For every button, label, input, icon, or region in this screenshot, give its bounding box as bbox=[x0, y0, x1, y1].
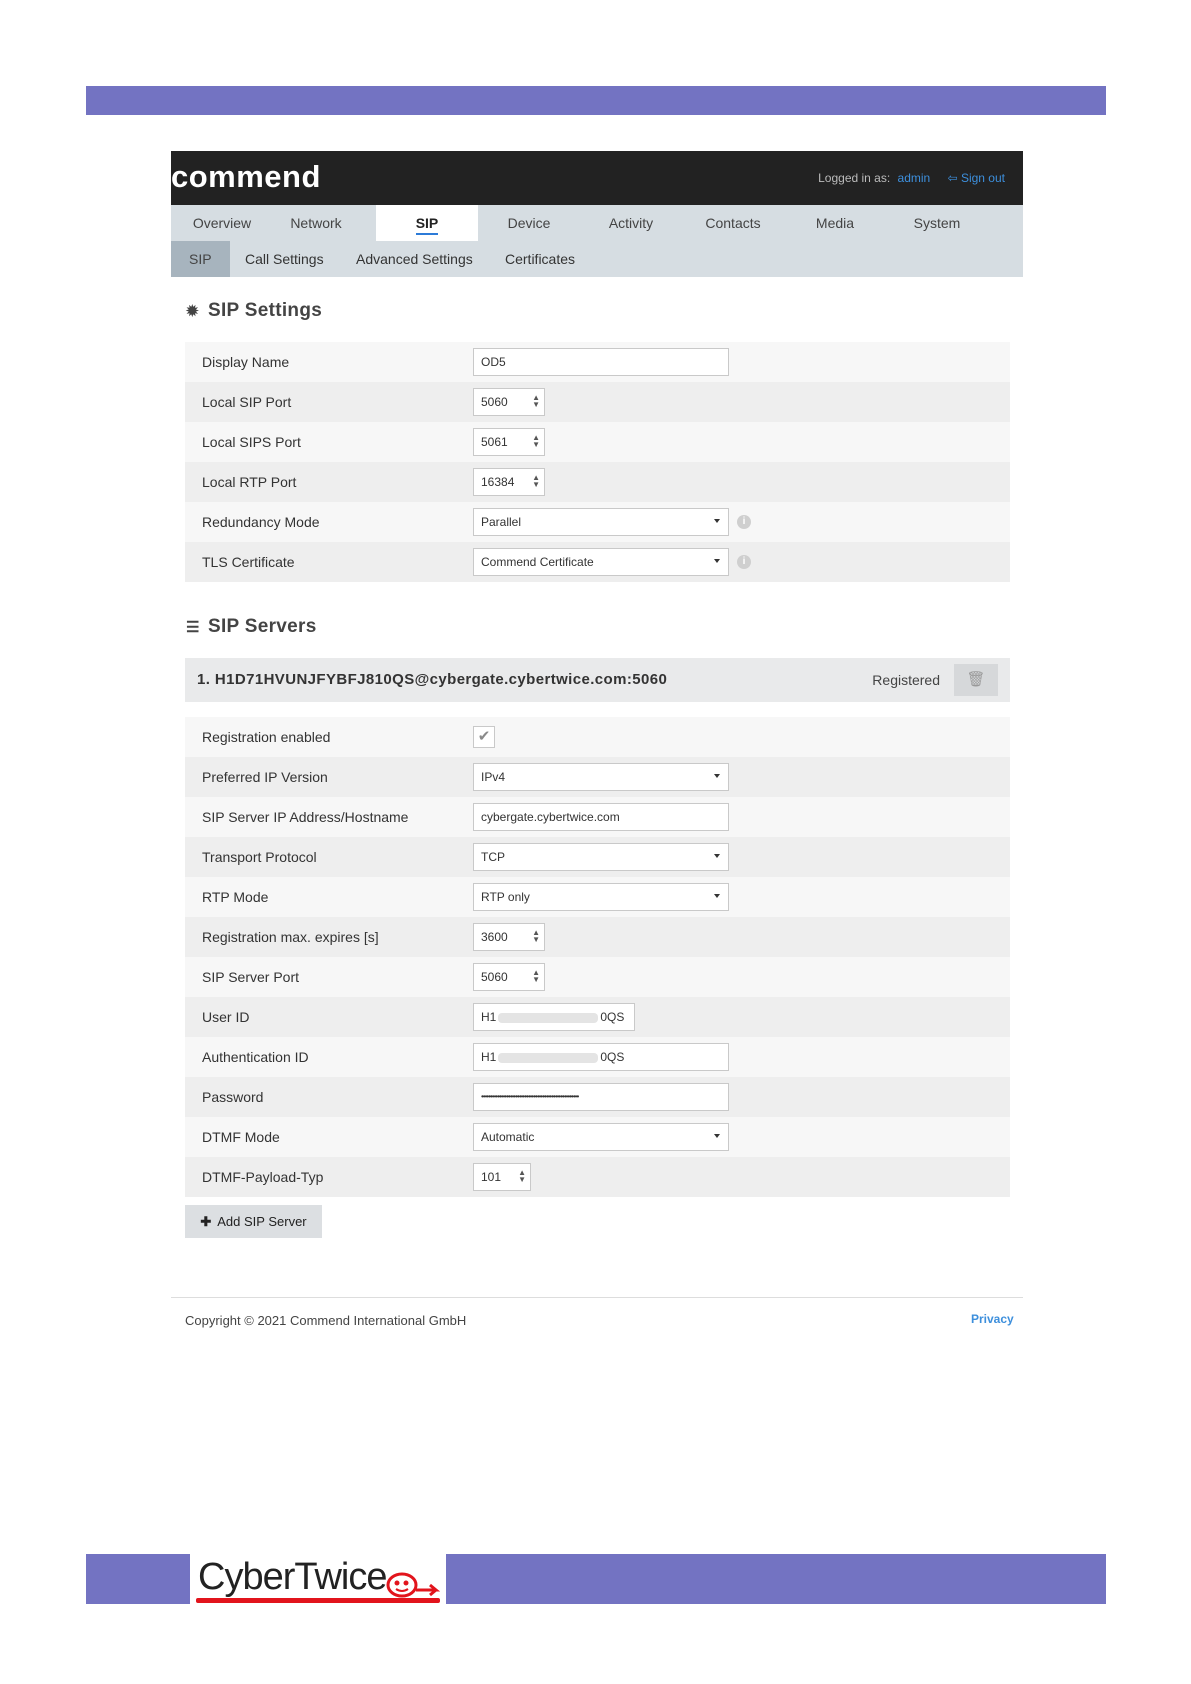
registration-max-expires-input[interactable] bbox=[473, 923, 545, 951]
sip-servers-title bbox=[186, 616, 317, 638]
password-label: Password bbox=[202, 1089, 264, 1105]
local-sip-port-row bbox=[185, 382, 1010, 422]
gear-icon: ✹ bbox=[186, 303, 199, 320]
copyright-text: Copyright © 2021 Commend International GmbH bbox=[185, 1313, 467, 1328]
sip-server-port-input[interactable] bbox=[473, 963, 545, 991]
sip-server-port-value: 5060 bbox=[481, 970, 508, 984]
cybertwice-logo-text: CyberTwice bbox=[198, 1556, 387, 1598]
info-icon[interactable]: i bbox=[737, 555, 751, 569]
tab-contacts[interactable]: Contacts bbox=[705, 215, 761, 231]
local-rtp-port-input[interactable] bbox=[473, 468, 545, 496]
spinner-icon[interactable]: ▲ ▼ bbox=[532, 928, 540, 944]
registration-enabled-row bbox=[185, 717, 1010, 757]
local-sips-port-row bbox=[185, 422, 1010, 462]
preferred-ip-version-label: Preferred IP Version bbox=[202, 769, 328, 785]
chevron-down-icon bbox=[714, 894, 720, 898]
sip-settings-title bbox=[186, 300, 322, 322]
server-host-label: SIP Server IP Address/Hostname bbox=[202, 809, 409, 825]
preferred-ip-version-value: IPv4 bbox=[481, 770, 506, 784]
spinner-icon[interactable]: ▲ ▼ bbox=[532, 968, 540, 984]
display-name-label: Display Name bbox=[202, 354, 290, 370]
server-host-input[interactable]: cybergate.cybertwice.com bbox=[473, 803, 729, 831]
transport-protocol-label: Transport Protocol bbox=[202, 849, 317, 865]
registration-max-expires-value: 3600 bbox=[481, 930, 508, 944]
authentication-id-row bbox=[185, 1037, 1010, 1077]
rtp-mode-value: RTP only bbox=[481, 890, 530, 904]
tab-media[interactable]: Media bbox=[815, 215, 855, 231]
tab-activity[interactable]: Activity bbox=[608, 215, 654, 231]
logged-in-label: Logged in as: bbox=[818, 171, 891, 185]
local-sips-port-label: Local SIPS Port bbox=[202, 434, 301, 450]
footer-divider bbox=[171, 1297, 1023, 1298]
transport-protocol-row bbox=[185, 837, 1010, 877]
dtmf-payload-type-label: DTMF-Payload-Typ bbox=[202, 1169, 324, 1185]
subtab-call-settings[interactable]: Call Settings bbox=[245, 251, 324, 267]
password-input[interactable]: •••••••••••••••••••••••••••••••••••••••••••••••••••••• bbox=[473, 1083, 729, 1111]
chevron-down-icon bbox=[714, 1134, 720, 1138]
spinner-icon[interactable]: ▲ ▼ bbox=[518, 1168, 526, 1184]
user-link[interactable]: admin bbox=[897, 171, 931, 185]
app-header bbox=[171, 151, 1023, 205]
dtmf-payload-type-row bbox=[185, 1157, 1010, 1197]
redundancy-mode-label: Redundancy Mode bbox=[202, 514, 320, 530]
sign-out-label: Sign out bbox=[960, 171, 1005, 185]
top-decorative-band bbox=[86, 86, 1106, 115]
local-sips-port-value: 5061 bbox=[481, 435, 508, 449]
main-navigation bbox=[171, 205, 1023, 277]
tls-certificate-row bbox=[185, 542, 1010, 582]
preferred-ip-version-select[interactable] bbox=[473, 763, 729, 791]
sip-servers-title-text: SIP Servers bbox=[208, 616, 317, 637]
sign-out-link[interactable] bbox=[948, 171, 1005, 185]
transport-protocol-value: TCP bbox=[481, 850, 505, 864]
display-name-input[interactable]: OD5 bbox=[473, 348, 729, 376]
tab-system[interactable]: System bbox=[913, 215, 961, 231]
password-row bbox=[185, 1077, 1010, 1117]
chevron-down-icon bbox=[714, 774, 720, 778]
plus-icon: ✚ bbox=[200, 1214, 212, 1229]
add-sip-server-label: Add SIP Server bbox=[217, 1214, 307, 1229]
redundancy-mode-select[interactable] bbox=[473, 508, 729, 536]
dtmf-mode-row bbox=[185, 1117, 1010, 1157]
redacted-text bbox=[498, 1013, 598, 1023]
info-icon[interactable]: i bbox=[737, 515, 751, 529]
tab-sip[interactable]: SIP bbox=[376, 205, 478, 241]
local-sip-port-value: 5060 bbox=[481, 395, 508, 409]
display-name-row bbox=[185, 342, 1010, 382]
dtmf-mode-label: DTMF Mode bbox=[202, 1129, 280, 1145]
user-id-row bbox=[185, 997, 1010, 1037]
delete-server-button[interactable] bbox=[954, 664, 998, 696]
preferred-ip-version-row bbox=[185, 757, 1010, 797]
local-rtp-port-label: Local RTP Port bbox=[202, 474, 297, 490]
dtmf-mode-select[interactable] bbox=[473, 1123, 729, 1151]
tab-network[interactable]: Network bbox=[290, 215, 342, 231]
server-host-row bbox=[185, 797, 1010, 837]
local-sips-port-input[interactable] bbox=[473, 428, 545, 456]
sip-server-header[interactable] bbox=[185, 658, 1010, 702]
dtmf-payload-type-input[interactable] bbox=[473, 1163, 531, 1191]
sign-out-icon: ⇦ bbox=[947, 171, 961, 185]
dtmf-payload-type-value: 101 bbox=[481, 1170, 502, 1184]
local-sip-port-label: Local SIP Port bbox=[202, 394, 292, 410]
authentication-id-suffix: 0QS bbox=[600, 1050, 625, 1064]
user-id-prefix: H1 bbox=[481, 1010, 497, 1024]
subtab-certificates[interactable]: Certificates bbox=[505, 251, 576, 267]
tab-device[interactable]: Device bbox=[507, 215, 551, 231]
local-rtp-port-value: 16384 bbox=[481, 475, 515, 489]
rtp-mode-row bbox=[185, 877, 1010, 917]
checkmark-icon: ✔ bbox=[477, 728, 491, 745]
local-rtp-port-row bbox=[185, 462, 1010, 502]
tab-overview[interactable]: Overview bbox=[192, 215, 252, 231]
authentication-id-input[interactable] bbox=[473, 1043, 729, 1071]
registration-enabled-checkbox[interactable] bbox=[473, 726, 495, 748]
registration-status: Registered bbox=[872, 672, 940, 688]
brand-logo: commend bbox=[171, 159, 321, 194]
registration-max-expires-label: Registration max. expires [s] bbox=[202, 929, 379, 945]
spinner-icon[interactable]: ▲ ▼ bbox=[532, 393, 540, 409]
sip-server-form bbox=[185, 717, 1010, 1197]
subtab-sip[interactable]: SIP bbox=[171, 241, 230, 277]
registration-enabled-label: Registration enabled bbox=[202, 729, 331, 745]
user-id-input[interactable] bbox=[473, 1003, 635, 1031]
user-id-suffix: 0QS bbox=[600, 1010, 625, 1024]
subtab-advanced-settings[interactable]: Advanced Settings bbox=[356, 251, 473, 267]
sip-server-port-row bbox=[185, 957, 1010, 997]
spinner-icon[interactable]: ▲ ▼ bbox=[532, 433, 540, 449]
tls-certificate-select[interactable] bbox=[473, 548, 729, 576]
cybertwice-logo bbox=[190, 1554, 446, 1604]
rtp-mode-label: RTP Mode bbox=[202, 889, 269, 905]
chevron-down-icon bbox=[714, 854, 720, 858]
add-sip-server-button[interactable] bbox=[185, 1205, 322, 1238]
rtp-mode-select[interactable] bbox=[473, 883, 729, 911]
server-icon: ☰ bbox=[186, 619, 200, 636]
tls-certificate-label: TLS Certificate bbox=[202, 554, 295, 570]
sip-server-name: 1. H1D71HVUNJFYBFJ810QS@cybergate.cybertwice.com:5060 bbox=[197, 671, 668, 688]
spinner-icon[interactable]: ▲ ▼ bbox=[532, 473, 540, 489]
dtmf-mode-value: Automatic bbox=[481, 1130, 535, 1144]
commend-web-ui bbox=[171, 151, 1023, 277]
sip-server-port-label: SIP Server Port bbox=[202, 969, 300, 985]
redacted-text bbox=[498, 1053, 598, 1063]
chevron-down-icon bbox=[714, 559, 720, 563]
registration-max-expires-row bbox=[185, 917, 1010, 957]
chevron-down-icon bbox=[714, 519, 720, 523]
sip-settings-form bbox=[185, 342, 1010, 582]
redundancy-mode-value: Parallel bbox=[481, 515, 522, 529]
authentication-id-label: Authentication ID bbox=[202, 1049, 309, 1065]
tls-certificate-value: Commend Certificate bbox=[481, 555, 594, 569]
sip-settings-title-text: SIP Settings bbox=[208, 300, 323, 321]
local-sip-port-input[interactable] bbox=[473, 388, 545, 416]
privacy-link[interactable]: Privacy bbox=[971, 1312, 1014, 1326]
transport-protocol-select[interactable] bbox=[473, 843, 729, 871]
trash-icon: 🗑 bbox=[966, 671, 986, 688]
user-id-label: User ID bbox=[202, 1009, 250, 1025]
logo-underline bbox=[196, 1598, 440, 1603]
redundancy-mode-row bbox=[185, 502, 1010, 542]
authentication-id-prefix: H1 bbox=[481, 1050, 497, 1064]
cybertwice-mascot-icon bbox=[386, 1570, 442, 1600]
login-info bbox=[818, 171, 1005, 185]
